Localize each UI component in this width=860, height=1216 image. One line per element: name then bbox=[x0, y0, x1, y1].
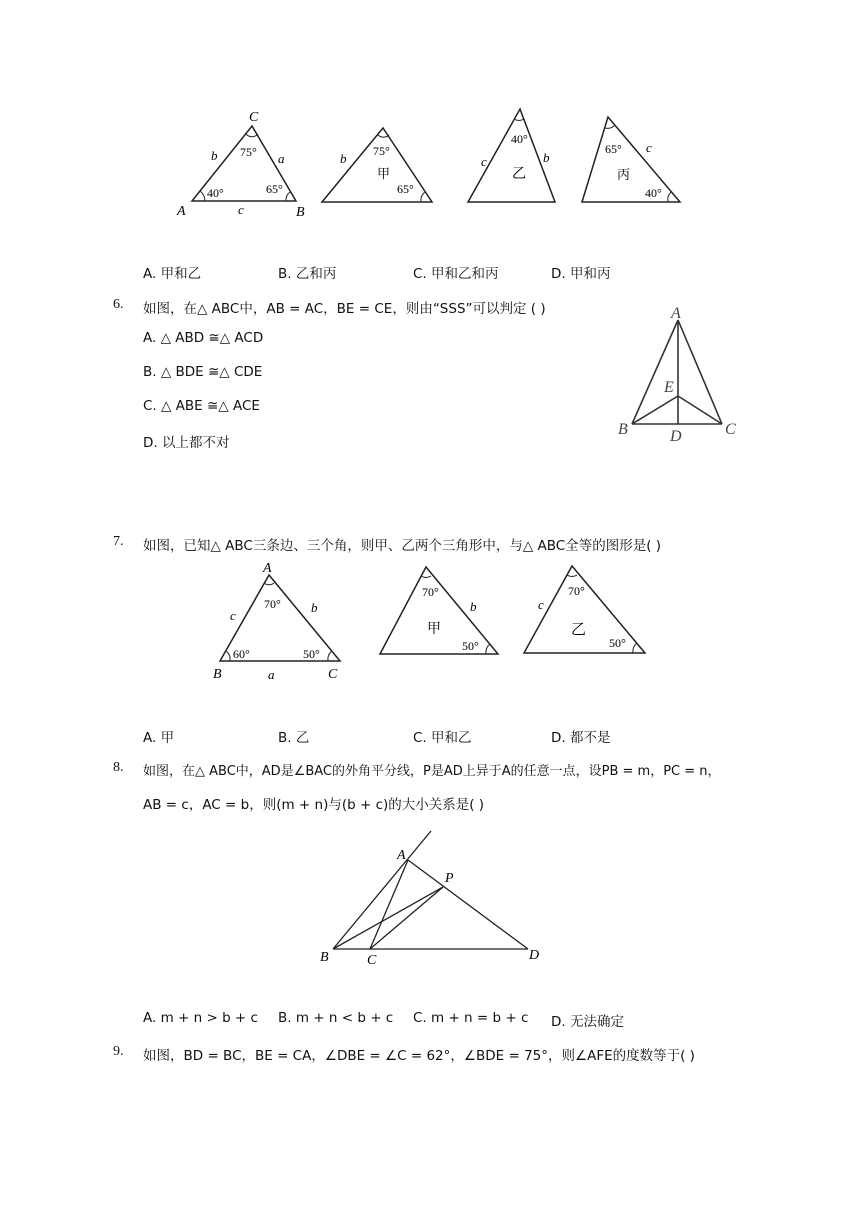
q7-number: 7. bbox=[113, 534, 124, 549]
label-B: B bbox=[296, 205, 305, 220]
label-b: b bbox=[211, 148, 218, 163]
q8-option-b[interactable]: B. m + n < b + c bbox=[278, 1010, 394, 1026]
q5-triangle-bing bbox=[582, 117, 680, 202]
angle-top: 70° bbox=[568, 584, 585, 598]
label-C: C bbox=[367, 953, 377, 968]
label-B: B bbox=[618, 421, 628, 438]
q5-triangle-yi bbox=[468, 109, 555, 202]
q7-option-a[interactable]: A. 甲 bbox=[143, 730, 175, 746]
label-P: P bbox=[445, 871, 454, 886]
q6-option-d[interactable]: D. 以上都不对 bbox=[143, 435, 230, 451]
label-D: D bbox=[529, 948, 540, 963]
q6-option-b[interactable]: B. △ BDE ≅△ CDE bbox=[143, 364, 263, 380]
label-C: C bbox=[249, 110, 259, 125]
q5-reference-triangle bbox=[176, 110, 305, 220]
angle-A: 40° bbox=[207, 186, 224, 200]
angle-right: 40° bbox=[645, 186, 662, 200]
triangle-name: 甲 bbox=[377, 167, 391, 182]
q5-option-a[interactable]: A. 甲和乙 bbox=[143, 266, 202, 282]
angle-B: 65° bbox=[266, 182, 283, 196]
q7-triangle-yi bbox=[524, 566, 645, 653]
angle-right: 50° bbox=[609, 636, 626, 650]
label-b: b bbox=[311, 600, 318, 615]
q8-text-line2: AB = c，AC = b，则(m + n)与(b + c)的大小关系是( ) bbox=[143, 797, 485, 813]
q7-option-b[interactable]: B. 乙 bbox=[278, 730, 310, 746]
angle-B: 60° bbox=[233, 647, 250, 661]
q8-number: 8. bbox=[113, 760, 124, 775]
q5-option-c[interactable]: C. 甲和乙和丙 bbox=[413, 266, 499, 282]
label-A: A bbox=[177, 204, 186, 219]
q7-triangle-jia bbox=[380, 567, 498, 654]
q6-figure bbox=[610, 300, 745, 445]
label-a: a bbox=[268, 667, 275, 682]
q5-option-b[interactable]: B. 乙和丙 bbox=[278, 266, 337, 282]
q5-figure bbox=[160, 100, 700, 225]
label-c: c bbox=[230, 608, 236, 623]
q7-option-d[interactable]: D. 都不是 bbox=[551, 730, 611, 746]
angle-top: 65° bbox=[605, 142, 622, 156]
triangle-name: 乙 bbox=[512, 166, 526, 182]
label-a: a bbox=[278, 151, 285, 166]
label-b: b bbox=[470, 599, 477, 614]
q8-text-line1: 如图，在△ ABC中，AD是∠BAC的外角平分线，P是AD上异于A的任意一点，设PB = m，PC = n， bbox=[143, 764, 721, 779]
label-b: b bbox=[543, 150, 550, 165]
q6-number: 6. bbox=[113, 297, 124, 312]
q7-text: 如图，已知△ ABC三条边、三个角，则甲、乙两个三角形中，与△ ABC全等的图形是( ) bbox=[143, 538, 662, 554]
q8-option-d[interactable]: D. 无法确定 bbox=[551, 1014, 624, 1030]
q9-text: 如图，BD = BC，BE = CA，∠DBE = ∠C = 62°，∠BDE = 75°，则∠AFE的度数等于( ) bbox=[143, 1048, 695, 1064]
q8-option-c[interactable]: C. m + n = b + c bbox=[413, 1010, 529, 1026]
angle-A: 70° bbox=[264, 597, 281, 611]
label-A: A bbox=[671, 305, 681, 322]
q6-option-a[interactable]: A. △ ABD ≅△ ACD bbox=[143, 330, 264, 346]
angle-C: 75° bbox=[240, 145, 257, 159]
label-D: D bbox=[670, 428, 682, 445]
q7-figure bbox=[205, 558, 655, 688]
angle-top: 70° bbox=[422, 585, 439, 599]
label-b: b bbox=[340, 151, 347, 166]
label-B: B bbox=[320, 950, 329, 965]
q6-text: 如图，在△ ABC中，AB = AC，BE = CE，则由“SSS”可以判定 ( ) bbox=[143, 301, 546, 317]
label-E: E bbox=[664, 379, 674, 396]
q7-option-c[interactable]: C. 甲和乙 bbox=[413, 730, 472, 746]
q8-figure bbox=[315, 825, 550, 970]
angle-top: 40° bbox=[511, 132, 528, 146]
label-c: c bbox=[538, 597, 544, 612]
label-B: B bbox=[213, 667, 222, 682]
angle-top: 75° bbox=[373, 144, 390, 158]
label-C: C bbox=[328, 667, 338, 682]
angle-C: 50° bbox=[303, 647, 320, 661]
label-c: c bbox=[646, 140, 652, 155]
q8-option-a[interactable]: A. m + n > b + c bbox=[143, 1010, 258, 1026]
q6-option-c[interactable]: C. △ ABE ≅△ ACE bbox=[143, 398, 260, 414]
q5-option-d[interactable]: D. 甲和丙 bbox=[551, 266, 611, 282]
angle-right: 65° bbox=[397, 182, 414, 196]
q7-reference-triangle bbox=[213, 561, 340, 682]
label-A: A bbox=[397, 848, 406, 863]
label-A: A bbox=[263, 561, 272, 576]
q9-number: 9. bbox=[113, 1044, 124, 1059]
triangle-name: 丙 bbox=[617, 168, 631, 183]
triangle-name: 乙 bbox=[571, 620, 587, 638]
triangle-name: 甲 bbox=[427, 621, 441, 637]
label-C: C bbox=[725, 421, 736, 438]
q5-triangle-jia bbox=[322, 128, 432, 202]
label-c: c bbox=[481, 154, 487, 169]
label-c: c bbox=[238, 202, 244, 217]
angle-right: 50° bbox=[462, 639, 479, 653]
